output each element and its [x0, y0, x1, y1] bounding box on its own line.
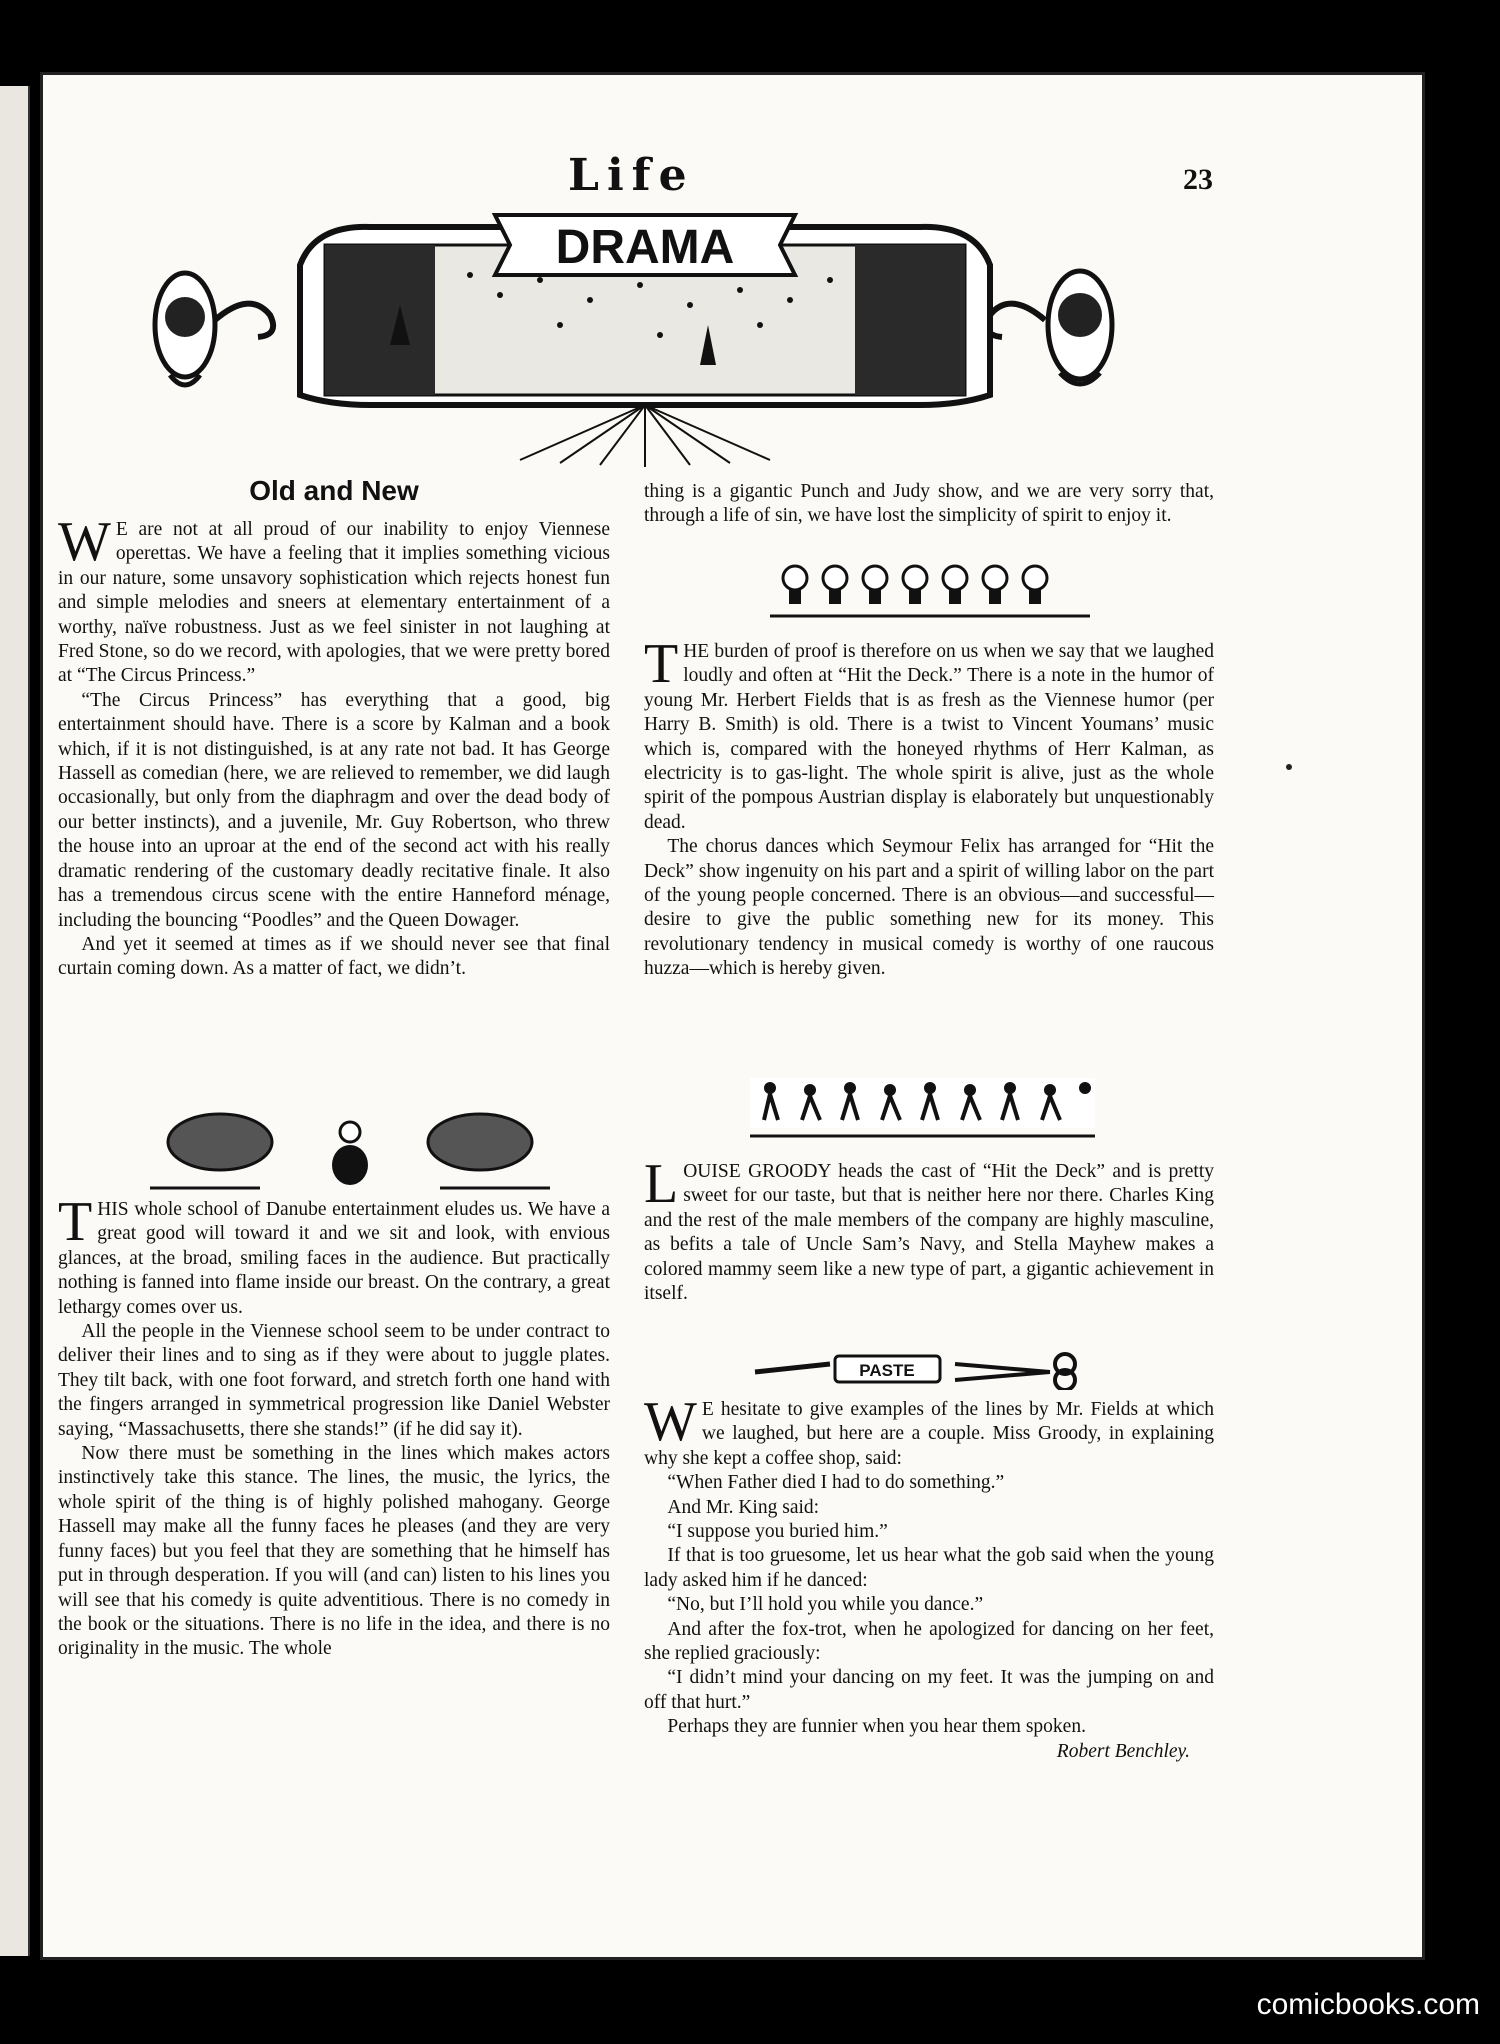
- adjacent-page-edge: [0, 86, 30, 1956]
- dancing-sailors-illustration: [750, 1078, 1095, 1140]
- paste-scissors-illustration: [750, 1350, 1100, 1390]
- paragraph-right-4: LOUISE GROODY heads the cast of “Hit the Deck” and is pretty sweet for our taste, but that is neither here nor there. Charles King and the rest of the male members of the company are highly masculine, as befits a tale of Uncle Sam’s Navy, and Stella Mayhew makes a colored mammy seem like a new type of part, a gigantic achievement in itself.: [644, 1153, 1214, 1305]
- page-number: 23: [1183, 163, 1213, 196]
- quote-line-1: “When Father died I had to do something.”: [667, 1472, 1005, 1494]
- ink-speck: [1286, 764, 1292, 770]
- watermark: comicbooks.com: [1256, 1988, 1480, 2021]
- right-column-middle: [644, 633, 1214, 982]
- comedy-mask-icon: [987, 271, 1112, 384]
- paragraph-right-3: The chorus dances which Seymour Felix has arranged for “Hit the Deck” show ingenuity on his part and a spirit of willing labor on the part of the young people concerned. There is an obvious—and successful—desire to give the public something new for its money. This revolutionary tendency in musical comedy is worthy of one raucous huzza—which is hereby given.: [644, 836, 1214, 980]
- author-signature: Robert Benchley.: [1056, 1740, 1190, 1762]
- paragraph-left-6: Now there must be something in the lines which makes actors instinctively take this stance. The lines, the music, the lyrics, the whole spirit of the thing is of highly polished mahogany. George Hassell may make all the funny faces he pleases (and they are very funny faces) but you feel that they are something that he himself has put in through desperation. If you will (and can) listen to his lines you will see that his comedy is quite adventitious. There is no comedy in the book or the situations. There is no life in the idea, and there is no originality in the music. The whole: [58, 1443, 610, 1660]
- quote-line-5: “No, but I’ll hold you while you dance.”: [667, 1594, 984, 1616]
- paste-label: PASTE: [859, 1361, 915, 1380]
- chorus-girls-illustration: [770, 560, 1090, 620]
- drama-banner-text: DRAMA: [555, 221, 735, 274]
- quote-line-8: Perhaps they are funnier when you hear them spoken.: [667, 1716, 1086, 1738]
- quote-line-2: And Mr. King said:: [667, 1496, 820, 1518]
- masthead: Life: [568, 150, 695, 201]
- right-column-top: [644, 480, 1214, 529]
- tragedy-mask-icon: [155, 273, 273, 385]
- left-column-top: [58, 474, 610, 982]
- paragraph-left-5: All the people in the Viennese school seem to be under contract to deliver their lines and to sing as if they were about to juggle plates. They tilt back, with one foot forward, and stretch forth one hand with the fingers arranged in symmetrical progression like Daniel Webster saying, “Massachusetts, there she stands!” (if he did say it).: [58, 1321, 610, 1440]
- left-column-bottom: [58, 1191, 610, 1662]
- paragraph-left-1: W E are not at all proud of our inability to enjoy Viennese operettas. We have a feeling that it implies something vicious in our nature, some unsavory sophistication which rejects honest fun and simple melodies and sneers at elementary entertainment of a worthy, naïve robustness. Just as we feel sinister in not laughing at Fred Stone, so do we record, with apologies, that we were pretty bored at “The Circus Princess.”: [58, 511, 610, 687]
- paragraph-right-2: THE burden of proof is therefore on us when we say that we laughed loudly and often at “Hit the Deck.” There is a note in the humor of young Mr. Herbert Fields that is as fresh as the Viennese humor (per Harry B. Smith) is old. There is a twist to Vincent Youmans’ music which is, compared with the honeyed rhythms of Herr Kalman, as electricity is to gas-light. The whole spirit is alive, just as the whole spirit of the pompous Austrian display is elaborately but unquestionably dead.: [644, 633, 1214, 833]
- right-column-lower: [644, 1153, 1214, 1306]
- article-title: Old and New: [249, 475, 419, 506]
- quote-line-6: And after the fox-trot, when he apologized for dancing on her feet, she replied graciously:: [644, 1618, 1214, 1665]
- quote-line-7: “I didn’t mind your dancing on my feet. It was the jumping on and off that hurt.”: [644, 1667, 1214, 1713]
- right-column-bottom: [644, 1391, 1214, 1764]
- quote-line-3: “I suppose you buried him.”: [667, 1521, 888, 1543]
- paragraph-right-1: thing is a gigantic Punch and Judy show, and we are very sorry that, through a life of sin, we have lost the simplicity of spirit to enjoy it.: [644, 481, 1214, 527]
- paragraph-left-4: THIS whole school of Danube entertainment eludes us. We have a great good will toward it and we sit and look, with envious glances, at the broad, smiling faces in the audience. But practically nothing is fanned into flame inside our breast. On the contrary, a great lethargy comes over us.: [58, 1191, 610, 1318]
- paragraph-left-3: And yet it seemed at times as if we should never see that final curtain coming down. As a matter of fact, we didn’t.: [58, 933, 610, 980]
- paragraph-left-2: “The Circus Princess” has everything that a good, big entertainment should have. There is a score by Kalman and a book which, if it is not distinguished, is at any rate not bad. It has George Hassell as comedian (here, we are relieved to remember, we did laugh occasionally, but only from the diaphragm and over the dead body of our better instincts), and a juvenile, Mr. Guy Robertson, who threw the house into an uproar at the end of the second act with his really dramatic rendering of the customary deadly recitative finale. It also has a tremendous circus scene with the entire Hanneford ménage, including the bouncing “Poodles” and the Queen Dowager.: [58, 689, 610, 931]
- drama-header-illustration: [140, 205, 1150, 475]
- figures-vignette-illustration: [150, 1110, 550, 1190]
- paragraph-right-5: W E hesitate to give examples of the lines by Mr. Fields at which we laughed, but here are a couple. Miss Groody, in explaining why she kept a coffee shop, said:: [644, 1391, 1214, 1469]
- quote-line-4: If that is too gruesome, let us hear what the gob said when the young lady asked him if he danced:: [644, 1545, 1214, 1591]
